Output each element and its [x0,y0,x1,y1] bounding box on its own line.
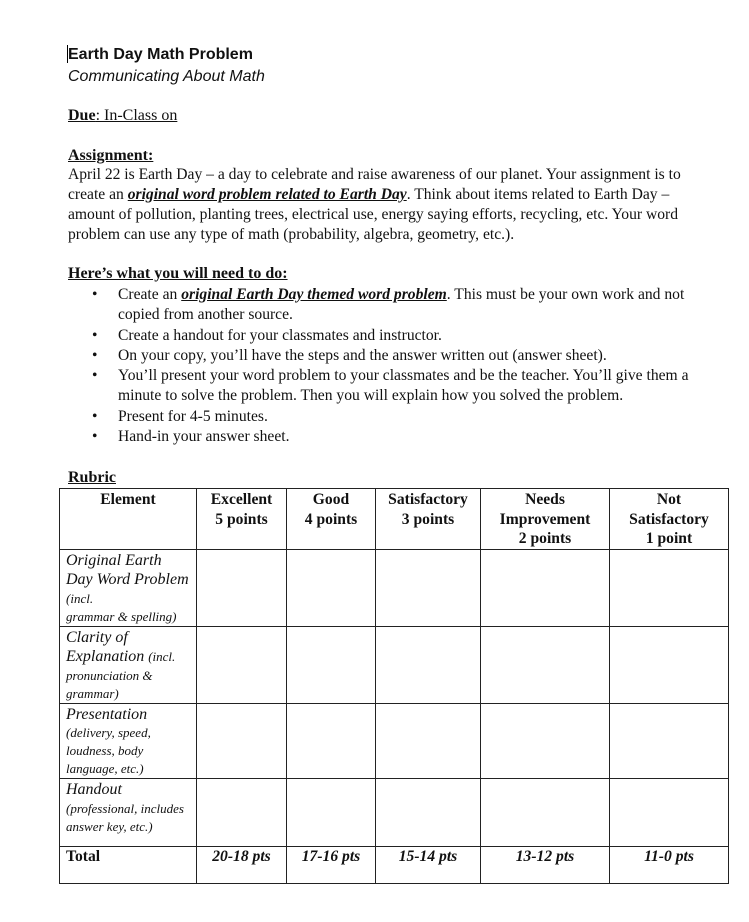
todo-item [92,366,712,407]
column-header-element [60,489,197,550]
element-detail: (delivery, speed, loudness, body language, etc.) [66,725,151,776]
bullet-icon: • [92,428,98,446]
element-name: Original Earth Day Word Problem [66,551,189,588]
bullet-icon: • [92,367,98,385]
assignment-heading: Assignment: [68,147,154,164]
column-header-line: Needs [525,491,565,508]
todo-item-text-after: . This must be your own work and not copied from another source. [118,286,685,324]
column-header-line: Satisfactory [629,510,709,528]
todo-item [92,326,712,346]
score-cell[interactable] [481,779,610,847]
document-title: Earth Day Math Problem [68,46,253,63]
rubric-table [59,488,729,884]
score-cell[interactable] [287,549,376,626]
element-name: Handout [66,781,122,798]
todo-item [92,407,712,427]
element-cell [60,626,197,703]
rubric-header-row [60,489,729,550]
column-header-satisfactory [376,489,481,550]
score-cell[interactable] [197,549,287,626]
total-range-needs-improvement: 13-12 pts [481,847,610,884]
element-cell [60,549,197,626]
score-cell[interactable] [481,549,610,626]
column-header-line: Not [656,491,682,508]
due-line [68,106,177,126]
total-range-good: 17-16 pts [287,847,376,884]
element-cell [60,779,197,847]
bullet-icon: • [92,346,98,364]
total-label: Total [60,847,197,884]
element-detail: (incl. [148,649,176,664]
due-value: : In-Class on [95,107,178,124]
todo-item-text: On your copy, you’ll have the steps and the answer written out (answer sheet). [118,346,607,364]
column-header-line: Satisfactory [388,491,468,508]
score-cell[interactable] [287,779,376,847]
todo-item-text: Hand-in your answer sheet. [118,428,290,446]
bullet-icon: • [92,286,98,303]
score-cell[interactable] [197,779,287,847]
rubric-heading: Rubric [68,469,116,486]
todo-list [92,285,712,447]
score-cell[interactable] [376,549,481,626]
todo-item-text: Create a handout for your classmates and instructor. [118,326,442,344]
column-header-excellent [197,489,287,550]
score-cell[interactable] [610,626,729,703]
total-range-not-satisfactory: 11-0 pts [610,847,729,884]
todo-item [92,427,712,447]
element-name: Clarity of Explanation [66,628,149,665]
todo-heading: Here’s what you will need to do: [68,265,288,282]
column-header-line: 3 points [401,510,455,528]
todo-item [92,285,712,326]
score-cell[interactable] [376,703,481,779]
bullet-icon: • [92,407,98,425]
score-cell[interactable] [481,703,610,779]
element-detail: (incl. [66,590,94,606]
score-cell[interactable] [610,549,729,626]
todo-item-text: You’ll present your word problem to your classmates and be the teacher. You’ll give them a minute to solve the problem. Then you will explain how you solved the problem. [118,367,689,405]
todo-item [92,346,712,366]
assignment-emphasis: original word problem related to Earth Day [127,186,407,203]
score-cell[interactable] [610,703,729,779]
document-subtitle: Communicating About Math [68,68,265,85]
column-header-line: Improvement [499,510,591,528]
element-detail: (professional, includes answer key, etc.) [66,800,184,834]
rubric-row [60,549,729,626]
element-name: Presentation [66,705,148,723]
score-cell[interactable] [610,779,729,847]
assignment-text-2: . Think about items related to Earth Day – amount of pollution, planting trees, electrical use, energy saying efforts, recycling, etc. Your word problem can use any type of math (probability, algebra, geometry, etc.). [68,186,679,243]
due-label: Due [68,107,96,124]
todo-item-text: Present for 4-5 minutes. [118,407,268,425]
column-header-line: Element [100,491,156,508]
bullet-icon: • [92,326,98,344]
score-cell[interactable] [481,626,610,703]
rubric-row [60,626,729,703]
column-header-line: 2 points [518,530,572,547]
score-cell[interactable] [197,703,287,779]
element-detail: grammar & spelling) [66,608,177,624]
rubric-total-row [60,847,729,884]
column-header-line: 1 point [645,530,693,547]
total-range-satisfactory: 15-14 pts [376,847,481,884]
rubric-row [60,779,729,847]
element-cell [60,703,197,779]
element-detail: pronunciation & grammar) [66,667,153,701]
column-header-line: 5 points [215,510,268,528]
assignment-text-1: April 22 is Earth Day – a day to celebrate and raise awareness of our planet. Your assignment is to create an [68,166,681,203]
total-range-excellent: 20-18 pts [197,847,287,884]
column-header-line: 4 points [304,510,358,528]
column-header-line: Excellent [210,491,273,508]
score-cell[interactable] [287,703,376,779]
score-cell[interactable] [287,626,376,703]
score-cell[interactable] [376,626,481,703]
todo-item-emphasis: original Earth Day themed word problem [181,286,447,303]
rubric-row [60,703,729,779]
score-cell[interactable] [376,779,481,847]
column-header-not-satisfactory [610,489,729,550]
column-header-line: Good [312,491,350,508]
todo-item-text: Create an [118,286,182,303]
column-header-good [287,489,376,550]
score-cell[interactable] [197,626,287,703]
column-header-needs-improvement [481,489,610,550]
assignment-paragraph [68,165,708,245]
